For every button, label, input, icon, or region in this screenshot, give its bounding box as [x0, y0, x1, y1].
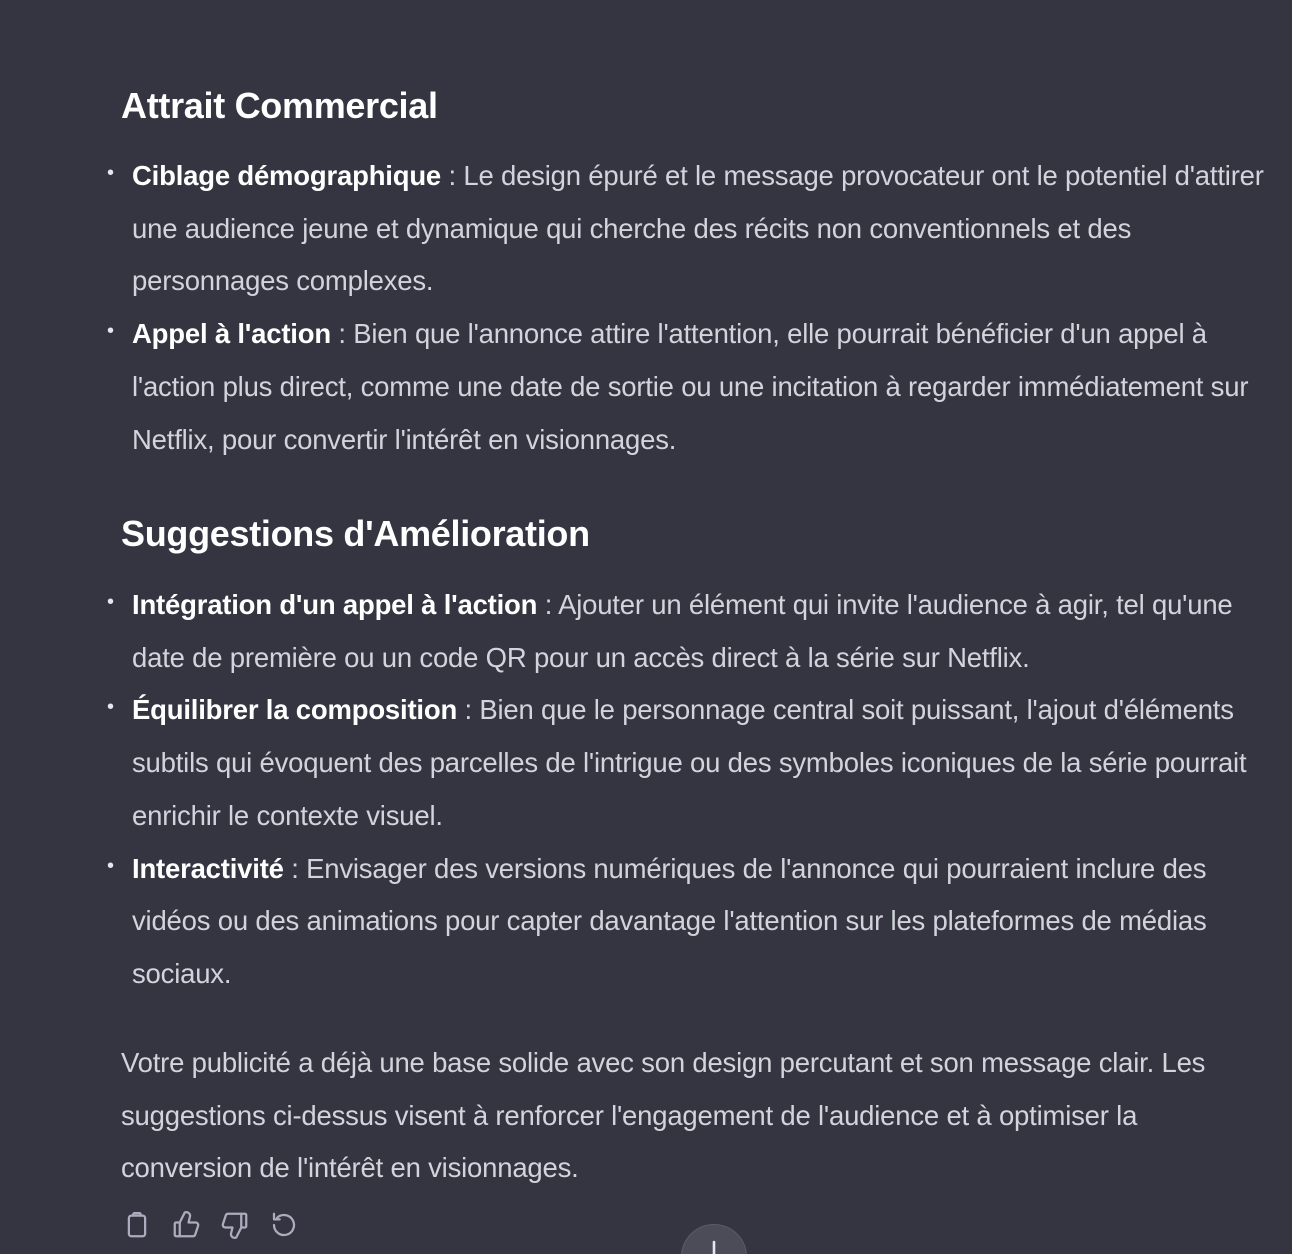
item-title: Intégration d'un appel à l'action — [132, 589, 538, 620]
regenerate-button[interactable] — [269, 1208, 299, 1242]
list-item — [0, 579, 1292, 684]
list-item — [0, 843, 1292, 1001]
item-title: Ciblage démographique — [132, 160, 442, 191]
like-button[interactable] — [171, 1208, 201, 1242]
commercial-list — [0, 150, 1292, 466]
item-title: Appel à l'action — [132, 318, 331, 350]
bullet-icon: • — [107, 162, 114, 184]
bullet-icon: • — [107, 591, 114, 613]
item-text: : Envisager des versions numériques de l'annonce qui pourraient inclure des vidéos ou des animations pour capter davantage l'attention sur les plateformes de médias sociaux. — [132, 852, 1207, 989]
clipboard-icon — [122, 1210, 152, 1240]
item-text: : Bien que le personnage central soit puissant, l'ajout d'éléments subtils qui évoquent des parcelles de l'intrigue ou des symboles iconiques de la série pourrait enrichir le contexte visuel. — [132, 694, 1247, 831]
scroll-down-button[interactable] — [681, 1224, 747, 1254]
message-actions — [122, 1208, 299, 1242]
dislike-button[interactable] — [220, 1208, 250, 1242]
item-text: : Le design épuré et le message provocateur ont le potentiel d'attirer une audience jeune et dynamique qui cherche des récits non conventionnels et des personnages complexes. — [132, 160, 1264, 297]
bullet-icon: • — [107, 854, 114, 877]
section-heading-commercial: Attrait Commercial — [121, 85, 438, 126]
thumbs-down-icon — [220, 1210, 250, 1240]
item-title: Interactivité — [132, 852, 284, 884]
closing-paragraph: Votre publicité a déjà une base solide avec son design percutant et son message clair. Les suggestions ci-dessus visent à renforcer l'engagement de l'audience et à optimiser la conversion de l'intérêt en visionnages. — [121, 1047, 1206, 1184]
arrow-down-icon — [703, 1239, 725, 1254]
item-text: : Bien que l'annonce attire l'attention, elle pourrait bénéficier d'un appel à l'action plus direct, comme une date de sortie ou une incitation à regarder immédiatement sur Netflix, pour convertir l'intérêt en visionnages. — [132, 318, 1249, 455]
list-item — [0, 684, 1292, 842]
refresh-icon — [269, 1210, 299, 1240]
section-heading-suggestions: Suggestions d'Amélioration — [121, 513, 590, 554]
copy-button[interactable] — [122, 1208, 152, 1242]
suggestions-list — [0, 579, 1292, 1001]
bullet-icon: • — [107, 696, 114, 719]
list-item — [0, 150, 1292, 308]
thumbs-up-icon — [171, 1210, 201, 1240]
item-text: : Ajouter un élément qui invite l'audience à agir, tel qu'une date de première ou un code QR pour un accès direct à la série sur Netflix. — [132, 589, 1233, 673]
item-title: Équilibrer la composition — [132, 694, 458, 726]
list-item — [0, 308, 1292, 466]
bullet-icon: • — [107, 320, 114, 343]
